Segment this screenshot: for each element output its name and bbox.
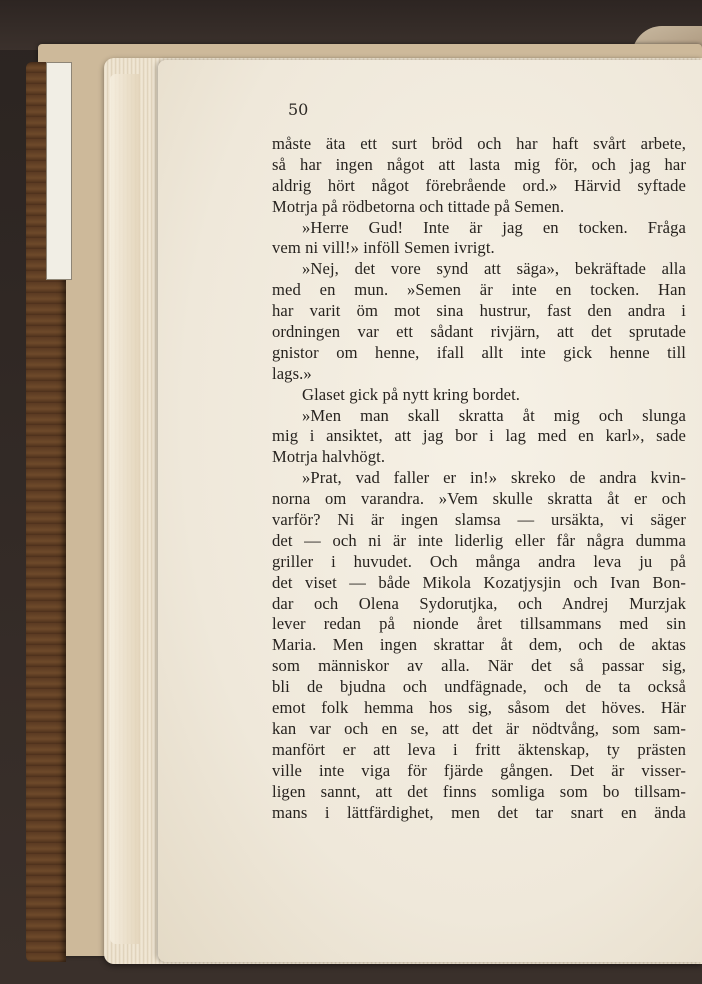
text-line: mans i lättfärdighet, men det tar snart en ända — [272, 802, 686, 822]
text-line: bli de bjudna och undfägnade, och de ta också — [272, 677, 686, 697]
text-line: norna om varandra. »Vem skulle skratta åt er och — [272, 489, 686, 509]
text-line: »Prat, vad faller er in!» skreko de andra kvin- — [302, 468, 686, 488]
text-line: Motrja på rödbetorna och tittade på Semen. — [272, 196, 565, 216]
text-line: vem ni vill!» inföll Semen ivrigt. — [272, 238, 495, 258]
text-line: som människor av alla. När det så passar sig, — [272, 656, 686, 676]
text-line: mig i ansiktet, att jag bor i lag med en karl», sade — [272, 426, 686, 446]
text-line: kan var och en se, att det är nödtvång, som sam- — [272, 718, 686, 738]
text-line: ligen sannt, att det finns somliga som bo tillsam- — [272, 781, 686, 801]
text-line: har varit öm mot sina hustrur, fast den andra i — [272, 301, 686, 321]
book-page — [158, 60, 702, 962]
text-line: gnistor om henne, ifall allt inte gick henne till — [272, 342, 686, 362]
page-text — [272, 134, 686, 823]
text-line: lever redan på nionde året tillsammans med sin — [272, 614, 686, 634]
text-line: emot folk hemma hos sig, såsom det höves. Här — [272, 698, 686, 718]
text-line: Motrja halvhögt. — [272, 447, 386, 467]
text-line: lags.» — [272, 363, 312, 383]
text-line: det — och ni är inte liderlig eller får några dumma — [272, 530, 686, 550]
page-edge-highlight — [110, 74, 140, 944]
text-line: med en mun. »Semen är inte en tocken. Han — [272, 280, 686, 300]
text-line: dar och Olena Sydorutjka, och Andrej Murzjak — [272, 593, 686, 613]
text-line: »Herre Gud! Inte är jag en tocken. Fråga — [302, 217, 686, 237]
text-line: »Nej, det vore synd att säga», bekräftade alla — [302, 259, 686, 279]
text-line: så har ingen något att lasta mig för, och jag har — [272, 154, 686, 174]
text-line: det viset — både Mikola Kozatjysjin och Ivan Bon- — [272, 572, 686, 592]
text-line: måste äta ett surt bröd och har haft svårt arbete, — [272, 134, 686, 153]
text-line: aldrig hört något förebrående ord.» Härvid syftade — [272, 175, 686, 195]
text-line: Glaset gick på nytt kring bordet. — [302, 384, 521, 404]
text-line: manfört er att leva i fritt äktenskap, ty prästen — [272, 739, 686, 759]
text-line: varför? Ni är ingen slamsa — ursäkta, vi säger — [272, 510, 686, 530]
text-line: »Men man skall skratta åt mig och slunga — [302, 405, 686, 425]
spine-label-strip — [46, 62, 72, 280]
background-top — [0, 0, 702, 50]
text-line: Maria. Men ingen skrattar åt dem, och de aktas — [272, 635, 686, 655]
text-line: griller i huvudet. Och många andra leva ju på — [272, 551, 686, 571]
text-line: ville inte viga för fjärde gången. Det är visser- — [272, 760, 686, 780]
text-line: ordningen var ett sådant rivjärn, att det sprutade — [272, 322, 686, 342]
page-number: 50 — [288, 100, 309, 119]
